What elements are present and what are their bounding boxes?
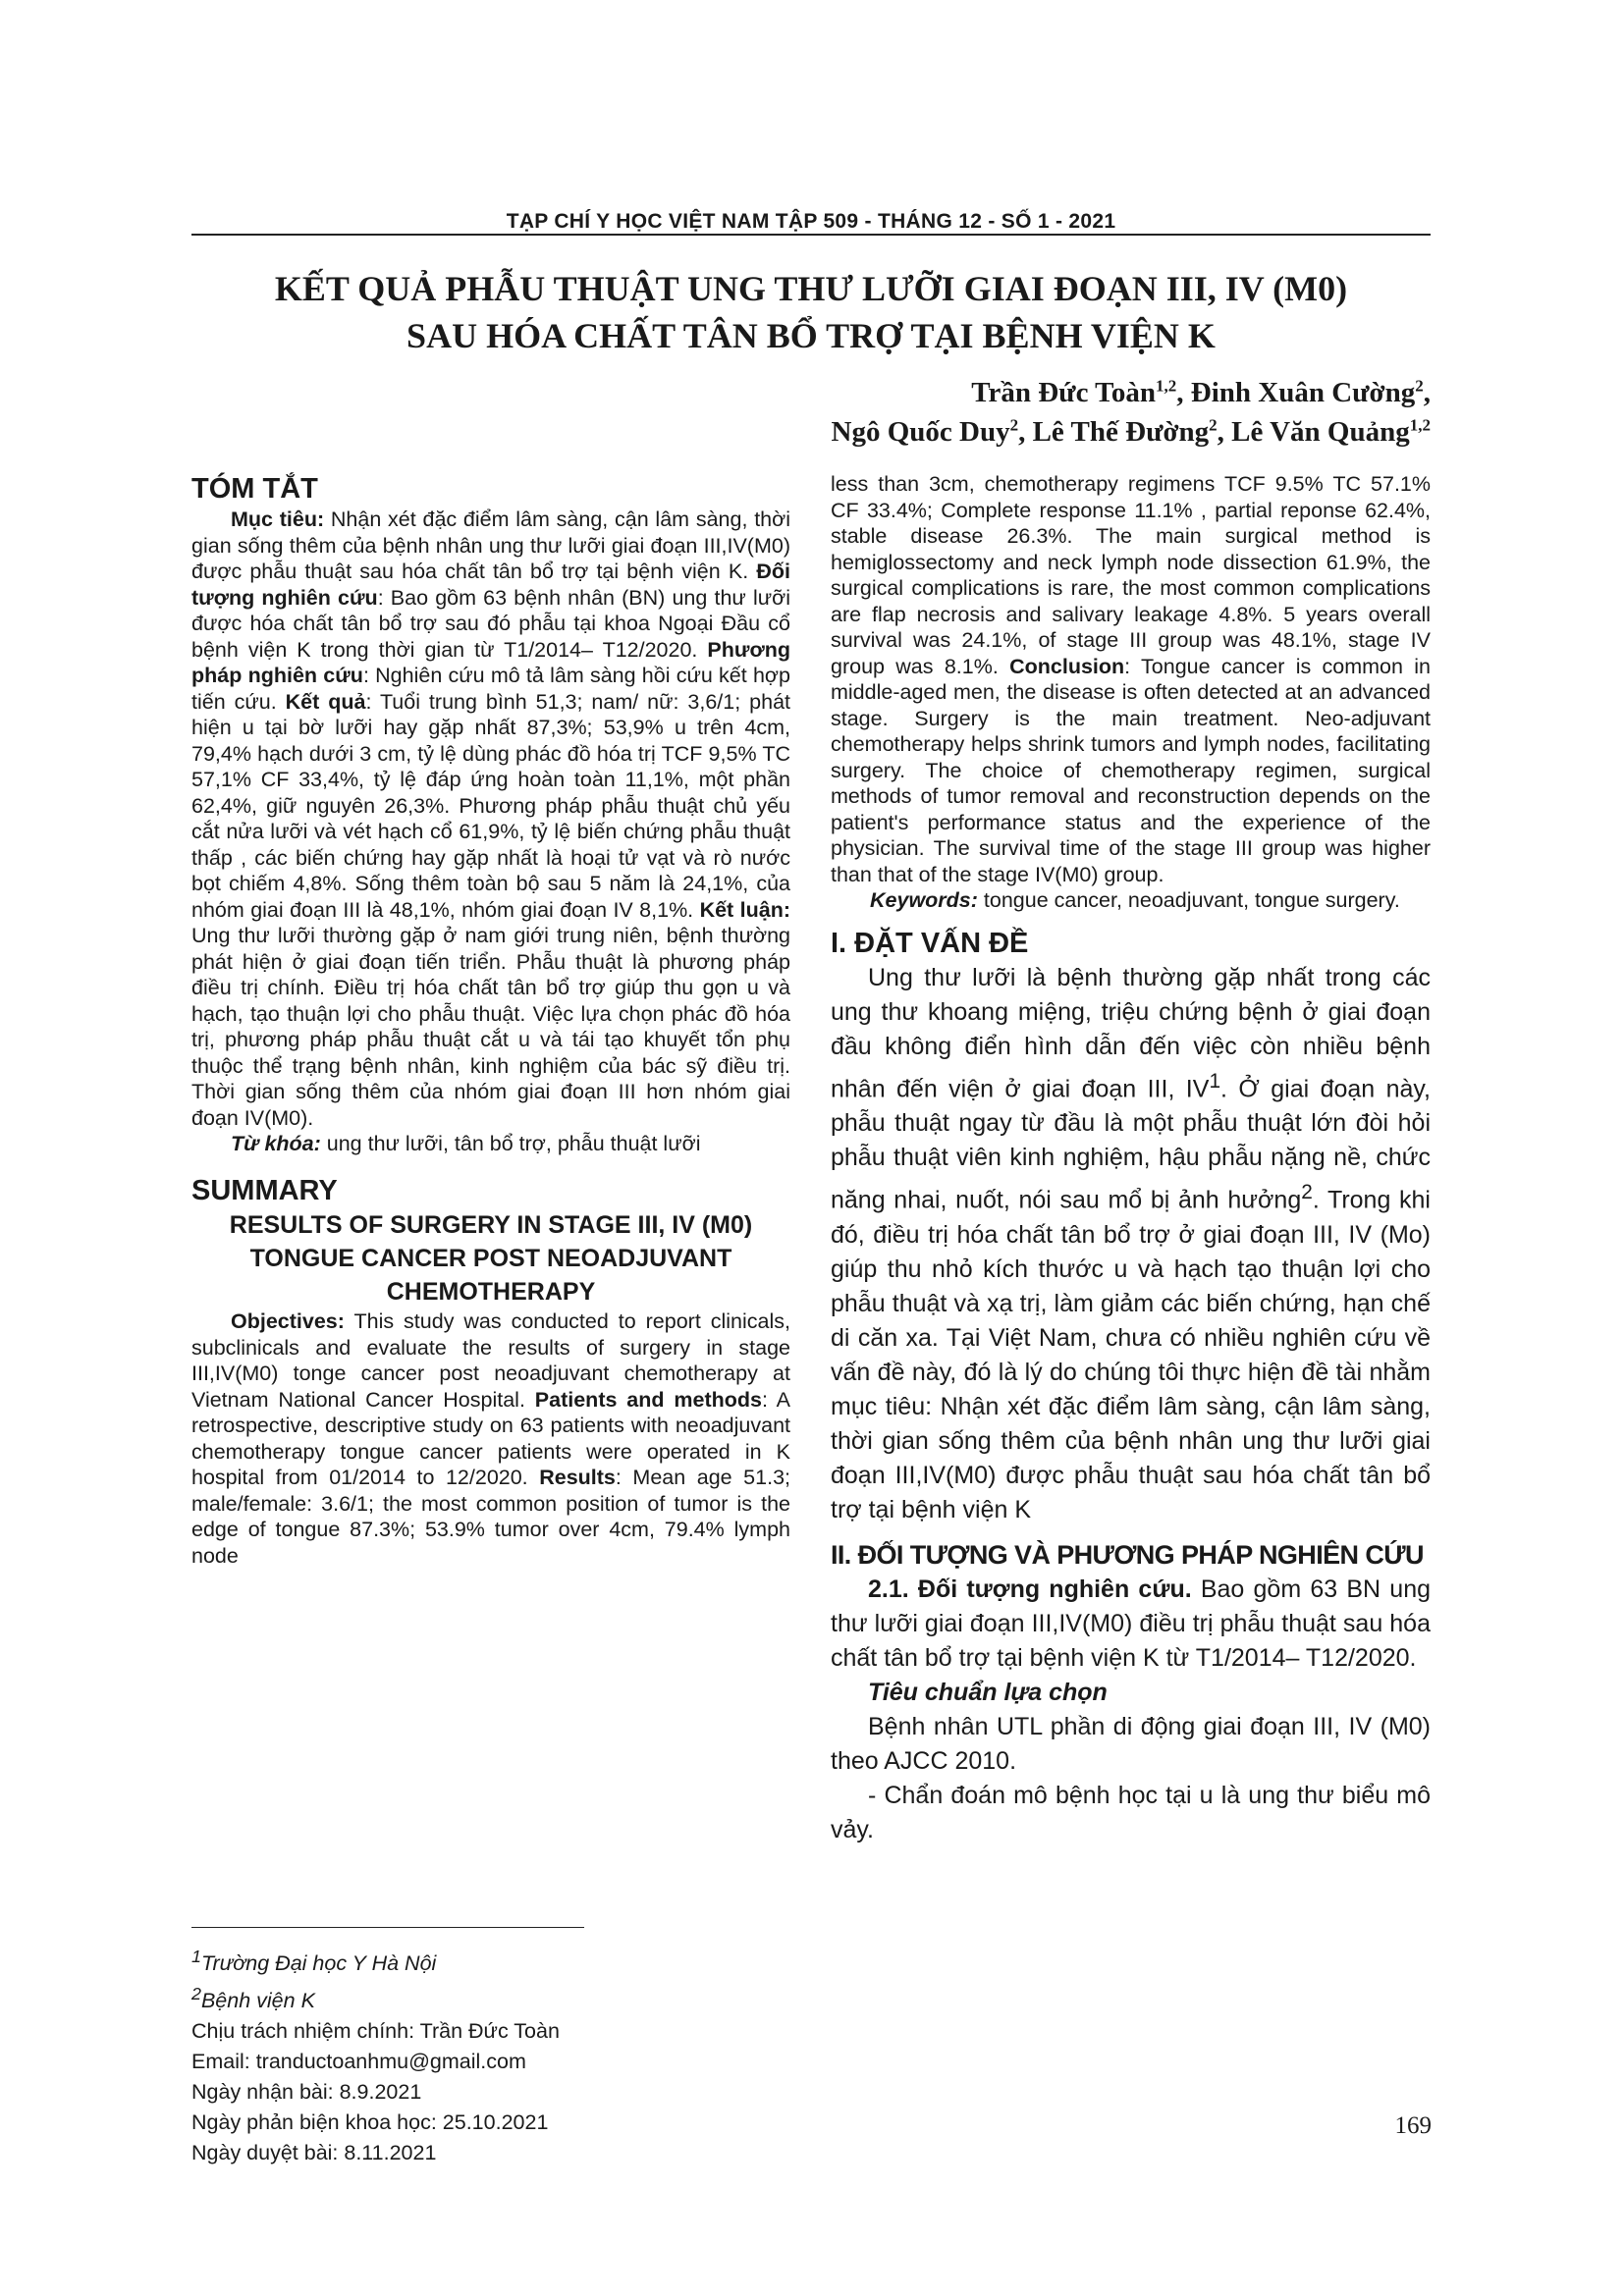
left-column — [191, 471, 790, 1569]
affiliation-mark: 2 — [1209, 415, 1218, 435]
patients-label: Patients and methods — [534, 1387, 762, 1412]
article-title — [191, 265, 1431, 359]
intro-text-c: . Trong khi đó, điều trị hóa chất tân bổ trợ ở giai đoạn III, IV (Mo) giúp thu nhỏ kích thước u và hạch tạo thuận lợi cho phẫu thuật và xạ trị, làm giảm các biến chứng, hạn chế di căn xa. Tại Việt Nam, chưa có nhiều nghiên cứu về vấn đề này, đó là lý do chúng tôi thực hiện đề tài nhằm mục tiêu: Nhận xét đặc điểm lâm sàng, cận lâm sàng, thời gian sống thêm của bệnh nhân ung thư lưỡi giai đoạn III,IV(M0) được phẫu thuật sau hóa chất tân bổ trợ tại bệnh viện K — [831, 1186, 1431, 1523]
header-rule — [191, 234, 1431, 236]
footnote-received: Ngày nhận bài: 8.9.2021 — [191, 2080, 422, 2105]
results-text: : Tuổi trung bình 51,3; nam/ nữ: 3,6/1; phát hiện u tại bờ lưỡi hay gặp nhất 87,3%; 53,9% u trên 4cm, 79,4% hạch dưới 3 cm, tỷ lệ dùng phác đồ hóa trị TCF 9,5% TC 57,1% CF 33,4%, tỷ lệ đáp ứng hoàn toàn 11,1%, một phần 62,4%, giữ nguyên 26,3%. Phương pháp phẫu thuật chủ yếu cắt nửa lưỡi và vét hạch cổ 61,9%, tỷ lệ biến chứng phẫu thuật thấp , các biến chứng hay gặp nhất là hoại tử vạt và rò nước bọt chiếm 4,8%. Sống thêm toàn bộ sau 5 năm là 24,1%, của nhóm giai đoạn III là 48,1%, nhóm giai đoạn IV 8,1%. — [191, 689, 791, 922]
conclusion-en-label: Conclusion — [1009, 654, 1125, 678]
conclusion-text: Ung thư lưỡi thường gặp ở nam giới trung niên, bệnh thường phát hiện ở giai đoạn tiến triển. Phẫu thuật là phương pháp điều trị chính. Điều trị hóa chất tân bổ trợ giúp thu gọn u và hạch, tạo thuận lợi cho phẫu thuật. Việc lựa chọn phác đồ hóa trị, phương pháp phẫu thuật cắt u và tái tạo khuyết tổn phụ thuộc thể trạng bệnh nhân, kinh nghiệm của bác sỹ điều trị. Thời gian sống thêm của nhóm giai đoạn III hơn nhóm giai đoạn IV(M0). — [191, 924, 790, 1130]
keywords-vn-label: Từ khóa: — [231, 1132, 321, 1155]
footnote-text: Bệnh viện K — [200, 1989, 315, 2013]
criteria-item-2 — [831, 1779, 1431, 1847]
abstract-vn-body — [191, 507, 790, 1131]
patients-text: : A retrospective, descriptive study on 63 patients with neoadjuvant chemotherapy tongue cancer patients were operated in K hospital from 01/2014 to 12/2020. — [191, 1387, 790, 1489]
author-separator: , — [1423, 377, 1431, 408]
summary-title: RESULTS OF SURGERY IN STAGE III, IV (M0) TONGUE CANCER POST NEOADJUVANT CHEMOTHERAPY — [229, 1211, 753, 1306]
criteria-heading: Tiêu chuẩn lựa chọn — [868, 1678, 1108, 1706]
footnote-responsible: Chịu trách nhiệm chính: Trần Đức Toàn — [191, 2019, 560, 2044]
subjects-label: Đối tượng nghiên cứu — [191, 560, 790, 610]
keywords-en-text: tongue cancer, neoadjuvant, tongue surgery. — [977, 888, 1400, 912]
authors-line-1 — [832, 373, 1431, 412]
intro-heading: I. ĐẶT VẤN ĐỀ — [831, 928, 1029, 959]
title-line-2: SAU HÓA CHẤT TÂN BỔ TRỢ TẠI BỆNH VIỆN K — [406, 316, 1216, 355]
keywords-en-label: Keywords: — [870, 888, 978, 912]
intro-text-a: Ung thư lưỡi là bệnh thường gặp nhất trong các ung thư khoang miệng, triệu chứng bệnh ở giai đoạn đầu không điển hình dẫn đến việc còn nhiều bệnh nhân đến viện ở giai đoạn III, IV — [831, 964, 1431, 1103]
abstract-vn-heading: TÓM TẮT — [191, 473, 318, 505]
subjects-text: : Bao gồm 63 bệnh nhân (BN) ung thư lưỡi được hóa chất tân bổ trợ sau đó phẫu tại khoa Ngoại Đầu cổ bệnh viện K trong thời gian từ T1/2014– T12/2020. — [191, 585, 790, 662]
methods-heading: II. ĐỐI TƯỢNG VÀ PHƯƠNG PHÁP NGHIÊN CỨU — [831, 1539, 1424, 1570]
affiliation-mark: 1,2 — [1409, 415, 1431, 435]
keywords-vn — [191, 1131, 790, 1157]
objectives-text: This study was conducted to report clinicals, subclinicals and evaluate the results of surgery in stage III,IV(M0) tonge cancer post neoadjuvant chemotherapy at Vietnam National Cancer Hospital. — [191, 1309, 790, 1412]
results-en-continued: less than 3cm, chemotherapy regimens TCF 9.5% TC 57.1% CF 33.4%; Complete response 11.1% , partial reponse 62.4%, stable disease 26.3%. The main surgical method is hemiglossectomy and neck lymph node dissection 61.9%, the surgical complications is rare, the most common complications are flap necrosis and salivary leakage 4.8%. 5 years overall survival was 24.1%, of stage III group was 48.1%, stage IV group was 8.1%. — [831, 472, 1431, 678]
footnote-email: Email: tranductoanhmu@gmail.com — [191, 2050, 526, 2074]
summary-body-left — [191, 1308, 790, 1569]
footnote-affiliation-1 — [191, 1942, 790, 1979]
intro-text-b: . Ở giai đoạn này, phẫu thuật ngay từ đầu là một phẫu thuật lớn đòi hỏi phẫu thuật viên kinh nghiệm, hậu phẫu nặng nề, chức năng nhai, nuốt, nói sau mổ bị ảnh hưởng — [831, 1075, 1432, 1214]
author-name: Lê Văn Quảng — [1231, 416, 1410, 448]
author-name: Lê Thế Đường — [1032, 416, 1210, 448]
footnote-mark: 2 — [191, 1984, 201, 2004]
criteria-text-2: - Chẩn đoán mô bệnh học tại u là ung thư biểu mô vảy. — [831, 1781, 1431, 1843]
methods-text: : Nghiên cứu mô tả lâm sàng hồi cứu kết hợp tiến cứu. — [191, 664, 790, 714]
footnote-text: Trường Đại học Y Hà Nội — [200, 1951, 437, 1976]
author-separator: , — [1217, 416, 1232, 448]
results-en-label: Results — [539, 1466, 616, 1489]
authors-line-2 — [832, 412, 1431, 452]
affiliation-mark: 1,2 — [1156, 376, 1177, 396]
footnote-mark: 1 — [191, 1947, 201, 1966]
author-name: Ngô Quốc Duy — [831, 416, 1010, 448]
intro-paragraph — [831, 961, 1431, 1527]
criteria-heading-line — [831, 1676, 1431, 1710]
criteria-text-1: Bệnh nhân UTL phần di động giai đoạn III, IV (M0) theo AJCC 2010. — [831, 1712, 1431, 1775]
footnote-rule — [191, 1927, 584, 1928]
criteria-item-1 — [831, 1710, 1431, 1779]
keywords-vn-text: ung thư lưỡi, tân bổ trợ, phẫu thuật lưỡi — [320, 1132, 701, 1155]
subjects-subtext: Bao gồm 63 BN ung thư lưỡi giai đoạn III,IV(M0) điều trị phẫu thuật sau hóa chất tân bổ trợ tại bệnh viện K từ T1/2014– T12/2020. — [831, 1575, 1431, 1672]
summary-body-right — [831, 471, 1431, 887]
author-separator: , — [1176, 377, 1191, 408]
results-en-text: : Mean age 51.3; male/female: 3.6/1; the most common position of tumor is the edge of tongue 87.3%; 53.9% tumor over 4cm, 79.4% lymph node — [191, 1466, 790, 1568]
results-label: Kết quả — [285, 689, 366, 714]
journal-header: TẠP CHÍ Y HỌC VIỆT NAM TẬP 509 - THÁNG 12 - SỐ 1 - 2021 — [506, 210, 1116, 233]
affiliation-mark: 2 — [1415, 376, 1424, 396]
objective-text: Nhận xét đặc điểm lâm sàng, cận lâm sàng, thời gian sống thêm của bệnh nhân ung thư lưỡi giai đoạn III,IV(M0) được phẫu thuật sau hóa chất tân bổ trợ tại bệnh viện K. — [191, 507, 790, 583]
objectives-label: Objectives: — [231, 1309, 345, 1333]
footnote-affiliation-2 — [191, 1979, 790, 2016]
author-name: Đinh Xuân Cường — [1190, 377, 1416, 408]
citation-mark: 2 — [1301, 1181, 1313, 1204]
footnote-accepted: Ngày duyệt bài: 8.11.2021 — [191, 2141, 437, 2165]
summary-heading: SUMMARY — [191, 1175, 338, 1206]
conclusion-en-text: : Tongue cancer is common in middle-aged men, the disease is often detected at an advanced stage. Surgery is the main treatment. Neo-adjuvant chemotherapy helps shrink tumors and lymph nodes, facilitating surgery. The choice of chemotherapy regimen, surgical methods of tumor removal and reconstruction depends on the patient's performance status and the experience of the physician. The survival time of the stage III group was higher than that of the stage IV(M0) group. — [831, 654, 1431, 886]
subjects-paragraph — [831, 1573, 1431, 1676]
author-list — [832, 373, 1431, 452]
author-separator: , — [1018, 416, 1033, 448]
objective-label: Mục tiêu: — [231, 507, 325, 531]
footnote-reviewed: Ngày phản biện khoa học: 25.10.2021 — [191, 2110, 549, 2135]
page-number: 169 — [1394, 2112, 1432, 2139]
keywords-en — [831, 887, 1431, 914]
subjects-sublabel: 2.1. Đối tượng nghiên cứu. — [868, 1575, 1192, 1603]
affiliation-mark: 2 — [1009, 415, 1019, 435]
methods-label: Phương pháp nghiên cứu — [191, 637, 790, 687]
citation-mark: 1 — [1209, 1070, 1221, 1093]
title-line-1: KẾT QUẢ PHẪU THUẬT UNG THƯ LƯỠI GIAI ĐOẠN III, IV (M0) — [274, 269, 1348, 308]
footnotes — [191, 1942, 790, 2168]
right-column — [831, 471, 1431, 1847]
author-name: Trần Đức Toàn — [971, 377, 1156, 408]
conclusion-label: Kết luận: — [699, 897, 790, 922]
